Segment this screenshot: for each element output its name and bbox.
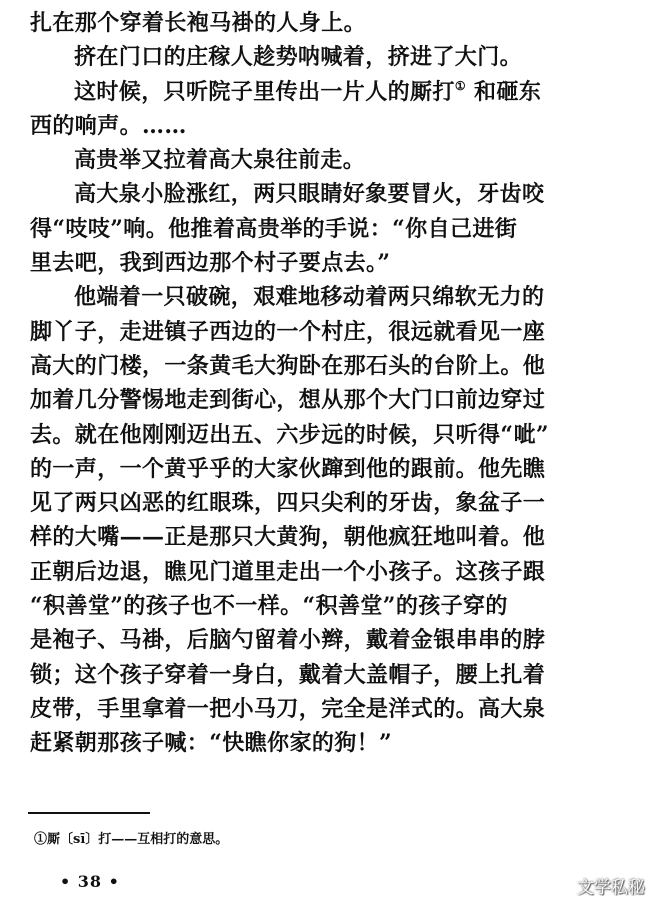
text-line [30, 75, 630, 109]
text-line: 他端着一只破碗，艰难地移动着两只绵软无力的 [74, 284, 545, 311]
watermark: 文学私秘 [577, 878, 645, 898]
text-line: 去。就在他刚刚迈出五、六步远的时候，只听得“呲” [30, 421, 549, 448]
text-segment: 这时候，只听院子里传出一片人的厮打 [74, 78, 455, 105]
text-line: 皮带，手里拿着一把小马刀，完全是洋式的。高大泉 [30, 695, 546, 722]
text-line: 的一声，一个黄乎乎的大家伙蹿到他的跟前。他先瞧 [30, 455, 546, 482]
text-line: “积善堂”的孩子也不一样。“积善堂”的孩子穿的 [30, 593, 508, 620]
text-line: 西的响声。…… [30, 112, 187, 139]
text-line: 得“吱吱”响。他推着高贵举的手说：“你自己进街 [30, 215, 518, 242]
text-segment: 和砸东 [465, 78, 542, 105]
text-line: 加着几分警惕地走到街心，想从那个大门口前边穿过 [30, 387, 546, 414]
footnote-divider [28, 812, 150, 814]
footnote: ①厮〔sī〕打——互相打的意思。 [34, 832, 229, 847]
text-line: 是袍子、马褂，后脑勺留着小辫，戴着金银串串的脖 [30, 627, 546, 654]
text-line: 赶紧朝那孩子喊：“快瞧你家的狗！” [30, 730, 393, 757]
text-line: 正朝后边退，瞧见门道里走出一个小孩子。这孩子跟 [30, 558, 546, 585]
text-line: 样的大嘴——正是那只大黄狗，朝他疯狂地叫着。他 [30, 524, 546, 551]
text-line: 高大泉小脸涨红，两只眼睛好象要冒火，牙齿咬 [74, 181, 545, 208]
text-line: 挤在门口的庄稼人趁势呐喊着，挤进了大门。 [74, 44, 523, 71]
text-line: 见了两只凶恶的红眼珠，四只尖利的牙齿，象盆子一 [30, 490, 546, 517]
text-line: 扎在那个穿着长袍马褂的人身上。 [30, 10, 367, 36]
text-line: 高大的门楼，一条黄毛大狗卧在那石头的台阶上。他 [30, 352, 546, 379]
text-line: 高贵举又拉着高大泉往前走。 [74, 147, 366, 174]
text-line: 锁；这个孩子穿着一身白，戴着大盖帽子，腰上扎着 [30, 661, 546, 688]
text-line: 里去吧，我到西边那个村子要点去。” [30, 250, 391, 277]
text-line: 脚丫子，走进镇子西边的一个村庄，很远就看见一座 [30, 318, 546, 345]
page-number: • 38 • [60, 872, 120, 891]
body-text [30, 6, 630, 761]
footnote-marker: ① [454, 78, 466, 93]
